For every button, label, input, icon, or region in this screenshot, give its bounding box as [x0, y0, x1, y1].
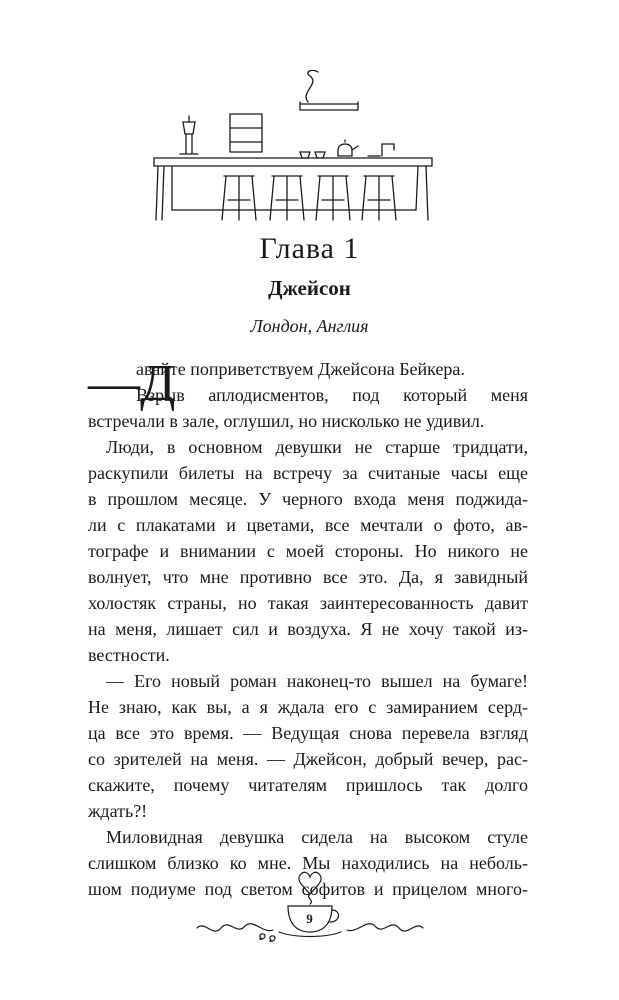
steam-swirl: [306, 70, 318, 102]
text-line: авайте поприветствуем Джейсона Бейкера.: [136, 359, 465, 379]
text-line: вестности.: [88, 645, 170, 665]
faucet: [368, 144, 394, 156]
wall-shelf: [230, 114, 262, 152]
text-line: волнует, что мне противно все это. Да, я завидный: [88, 567, 528, 587]
drop-cap: —Д: [88, 355, 176, 412]
text-line: скажите, почему читателям пришлось так долго: [88, 775, 528, 795]
steam-line: [309, 894, 312, 904]
chapter-title: Глава 1: [259, 232, 360, 265]
text-line: Не знаю, как вы, а я ждала его с замиранием серд-: [88, 697, 528, 717]
text-line: на меня, лишает сил и воздуха. Я не хочу такой из-: [88, 619, 528, 639]
text-line: слишком близко ко мне. Мы находились на неболь-: [88, 853, 528, 873]
text-line: холостяк страны, но такая заинтересованность давит: [88, 593, 528, 613]
text-line: ли с плакатами и цветами, все мечтали о фото, ав-: [88, 515, 528, 535]
saucer: [279, 932, 341, 937]
heart-icon: [299, 872, 321, 894]
hanging-shelf: [300, 102, 358, 110]
chapter-location: Лондон, Англия: [250, 316, 369, 336]
text-line: — Его новый роман наконец-то вышел на бумаге!: [106, 671, 528, 691]
text-line: шом подиуме под светом софитов и прицелом много-: [88, 879, 528, 899]
coffee-beans: [260, 934, 275, 941]
counter-legs: [156, 166, 428, 220]
text-line: со зрителей на меня. — Джейсон, добрый вечер, рас-: [88, 749, 528, 769]
text-line: раскупили билеты на встречу за считаные часы еще: [88, 463, 528, 483]
kettle: [338, 140, 358, 156]
page-number: 9: [306, 911, 313, 926]
text-line: встречали в зале, оглушил, но нисколько не удивил.: [88, 411, 485, 431]
coffee-grinder: [180, 116, 198, 154]
kitchen-counter-illustration: [150, 70, 440, 230]
text-line: ждать?!: [88, 801, 148, 821]
text-line: Миловидная девушка сидела на высоком стуле: [106, 827, 528, 847]
text-line: тографе и внимании с моей стороны. Но никого не: [88, 541, 528, 561]
text-line: Взрыв аплодисментов, под который меня: [136, 385, 528, 405]
counter-top: [154, 158, 432, 166]
chapter-name: Джейсон: [268, 276, 351, 300]
cups: [300, 152, 325, 158]
bar-stools: [222, 176, 396, 220]
body-text: [88, 356, 528, 902]
text-line: Люди, в основном девушки не старше тридцати,: [106, 437, 528, 457]
text-line: ца все это время. — Ведущая снова перевела взгляд: [88, 723, 528, 743]
text-line: в прошлом месяце. У черного входа меня поджида-: [88, 489, 528, 509]
